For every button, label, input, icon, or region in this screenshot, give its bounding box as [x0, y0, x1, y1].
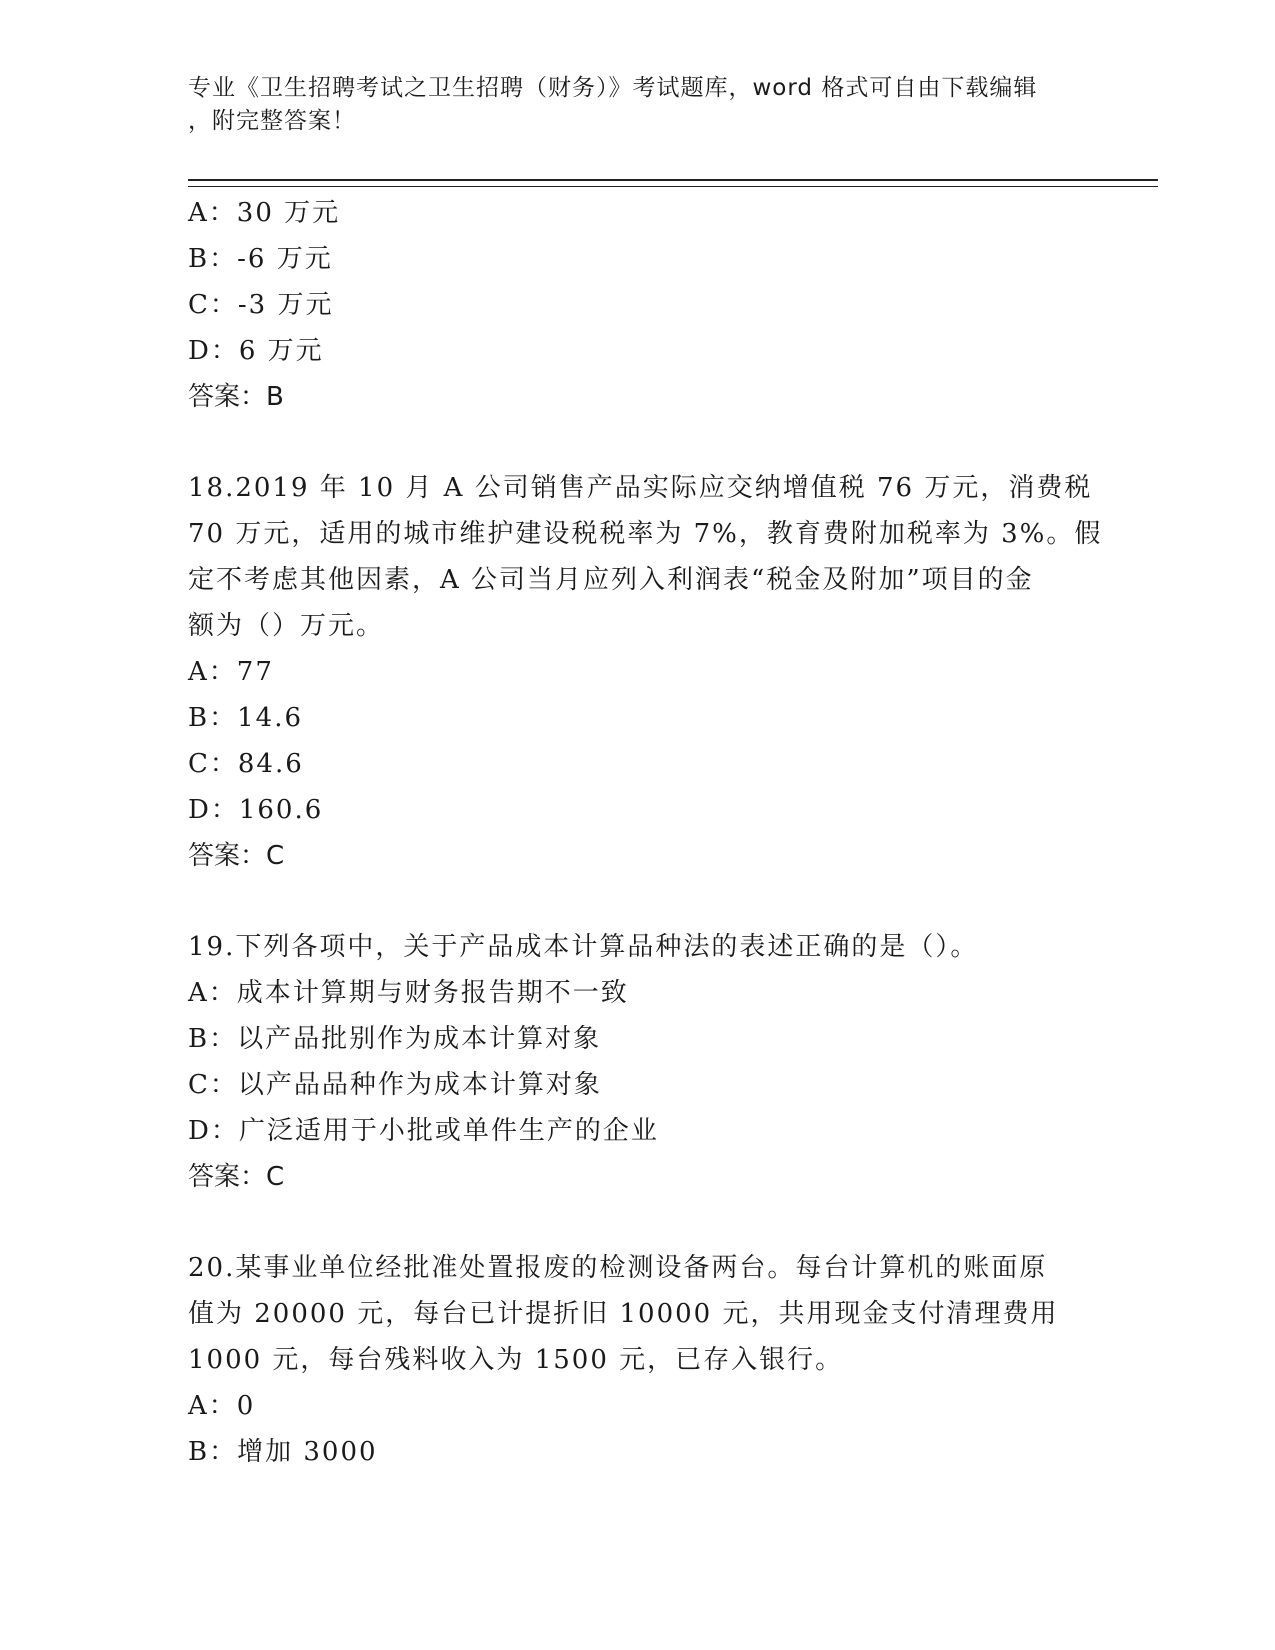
- option-d: D：160.6: [188, 795, 324, 825]
- question-stem: [188, 465, 1103, 649]
- option-c: C：84.6: [188, 749, 304, 779]
- question-19: [188, 924, 1088, 1200]
- question-stem: [188, 924, 1088, 970]
- stem-line: 20.某事业单位经批准处置报废的检测设备两台。每台计算机的账面原: [188, 1253, 1048, 1283]
- header-title-line-1: 专业《卫生招聘考试之卫生招聘（财务）》考试题库，word 格式可自由下载编辑: [188, 75, 1038, 101]
- document-header: [188, 72, 1088, 138]
- stem-line: 值为 20000 元，每台已计提折旧 10000 元，共用现金支付清理费用: [188, 1299, 1059, 1329]
- option-a: A：0: [188, 1391, 256, 1421]
- option-b: B：-6 万元: [188, 244, 333, 274]
- stem-line: 18.2019 年 10 月 A 公司销售产品实际应交纳增值税 76 万元，消费税: [188, 473, 1093, 503]
- answer-line: 答案：C: [188, 841, 285, 871]
- option-a: A：77: [188, 657, 274, 687]
- question-stem: [188, 1245, 1088, 1383]
- question-20: [188, 1245, 1088, 1475]
- stem-line: 定不考虑其他因素，A 公司当月应列入利润表“税金及附加”项目的金: [188, 565, 1034, 595]
- option-d: D：6 万元: [188, 336, 324, 366]
- option-c: C：以产品品种作为成本计算对象: [188, 1070, 602, 1100]
- option-a: A：成本计算期与财务报告期不一致: [188, 978, 629, 1008]
- option-b: B：增加 3000: [188, 1437, 378, 1467]
- option-b: B：14.6: [188, 703, 303, 733]
- option-d: D：广泛适用于小批或单件生产的企业: [188, 1116, 659, 1146]
- header-divider: [188, 179, 1158, 187]
- stem-line: 额为（）万元。: [188, 611, 385, 641]
- option-b: B：以产品批别作为成本计算对象: [188, 1024, 602, 1054]
- answer-line: 答案：B: [188, 382, 284, 412]
- question-list: [188, 190, 1103, 1475]
- option-c: C：-3 万元: [188, 290, 334, 320]
- stem-line: 1000 元，每台残料收入为 1500 元，已存入银行。: [188, 1345, 844, 1375]
- stem-line: 70 万元，适用的城市维护建设税税率为 7%，教育费附加税率为 3%。假: [188, 519, 1103, 549]
- stem-line: 19.下列各项中，关于产品成本计算品种法的表述正确的是（）。: [188, 932, 979, 962]
- header-title-line-2: ，附完整答案！: [188, 108, 356, 134]
- question-18: [188, 465, 1103, 879]
- question-17: [188, 190, 1088, 420]
- option-a: A：30 万元: [188, 198, 341, 228]
- answer-line: 答案：C: [188, 1162, 285, 1192]
